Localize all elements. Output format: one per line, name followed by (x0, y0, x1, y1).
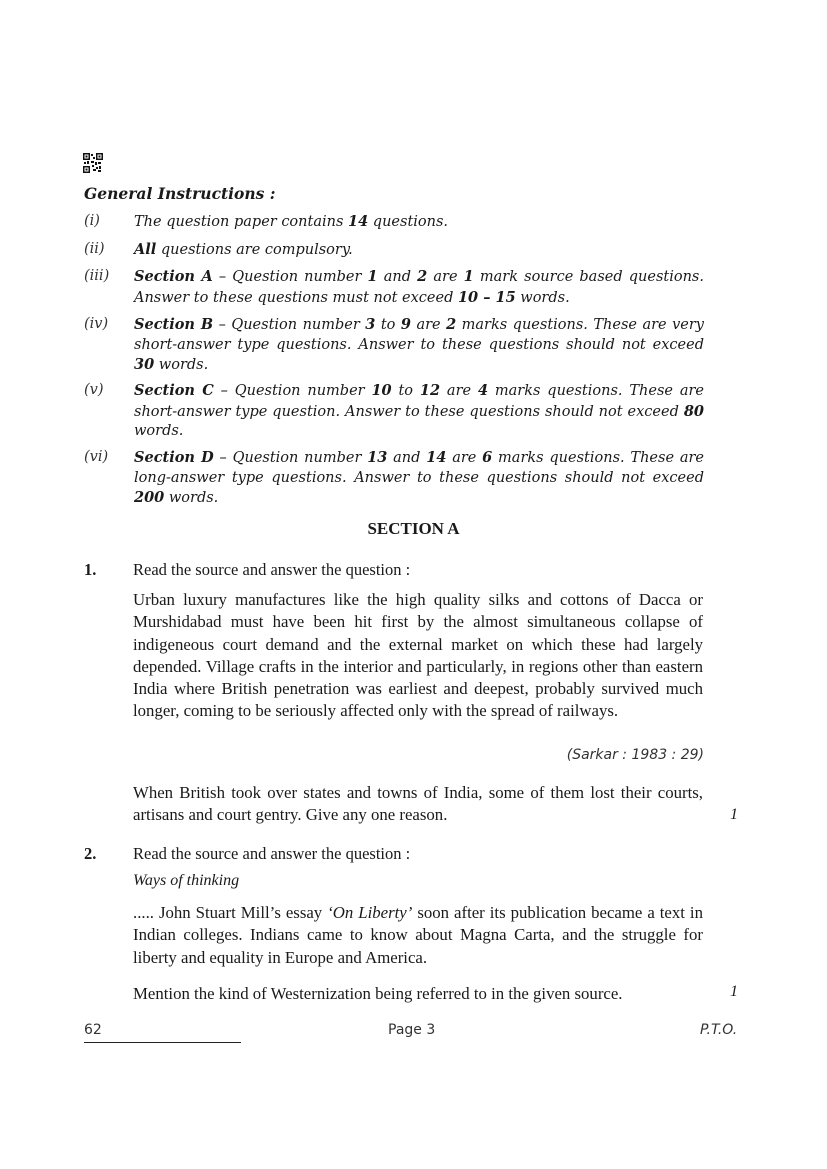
instruction-item (84, 240, 704, 261)
instruction-number: (iii) (84, 268, 110, 284)
instruction-item (84, 448, 704, 509)
instruction-item (84, 315, 704, 376)
question-1-question: When British took over states and towns of India, some of them lost their courts, artisans and court gentry. Give any one reason. (133, 783, 703, 825)
question-1-number: 1. (84, 560, 97, 579)
instruction-text: The question paper contains 14 questions. (134, 213, 449, 230)
question-1-heading: Read the source and answer the question : (133, 560, 411, 579)
instruction-text: Section B – Question number 3 to 9 are 2 marks questions. These are very short-answer type questions. Answer to these questions should not exceed 30 words. (134, 316, 704, 373)
general-instructions-title: General Instructions : (84, 184, 276, 203)
question-2-heading: Read the source and answer the question : (133, 844, 411, 863)
footer-code: 62 (84, 1022, 102, 1038)
instruction-number: (ii) (84, 241, 105, 257)
question-1-marks: 1 (730, 806, 738, 823)
question-2-subtitle: Ways of thinking (133, 872, 240, 889)
question-2-source-text: ..... John Stuart Mill’s essay ‘On Liberty’ soon after its publication became a text in Indian colleges. Indians came to know about Magna Carta, and the struggle for liberty and equality in Europe and America. (133, 903, 703, 967)
question-1-citation: (Sarkar : 1983 : 29) (566, 747, 704, 763)
question-2-question: Mention the kind of Westernization being referred to in the given source. (133, 984, 623, 1003)
instruction-number: (vi) (84, 449, 109, 465)
instruction-text: Section D – Question number 13 and 14 are 6 marks questions. These are long-answer type questions. Answer to these questions should not exceed 200 words. (134, 449, 704, 506)
footer-pto: P.T.O. (700, 1022, 738, 1038)
footer-divider (84, 1042, 241, 1043)
instruction-item (84, 212, 704, 233)
instruction-item (84, 381, 704, 442)
instruction-text: Section A – Question number 1 and 2 are 1 mark source based questions. Answer to these questions must not exceed 10 – 15 words. (134, 268, 704, 306)
instruction-number: (v) (84, 382, 104, 398)
question-2-marks: 1 (730, 983, 738, 1000)
instruction-text: Section C – Question number 10 to 12 are 4 marks questions. These are short-answer type question. Answer to these questions should not exceed 80 words. (134, 382, 704, 439)
section-title: SECTION A (367, 519, 460, 538)
qr-code-icon (83, 153, 103, 173)
question-2-number: 2. (84, 844, 97, 863)
instruction-text: All questions are compulsory. (134, 241, 353, 258)
footer-page-number: Page 3 (388, 1022, 436, 1038)
instruction-item (84, 267, 704, 308)
question-1-source-text: Urban luxury manufactures like the high quality silks and cottons of Dacca or Murshidabad must have been hit first by the almost simultaneous collapse of indigeneous court demand and the external market on which these had largely depended. Village crafts in the interior and particularly, in regions other than eastern India where British penetration was earliest and deepest, probably survived much longer, coming to be seriously affected only with the spread of railways. (133, 590, 703, 721)
instruction-number: (i) (84, 213, 100, 229)
instruction-number: (iv) (84, 316, 109, 332)
